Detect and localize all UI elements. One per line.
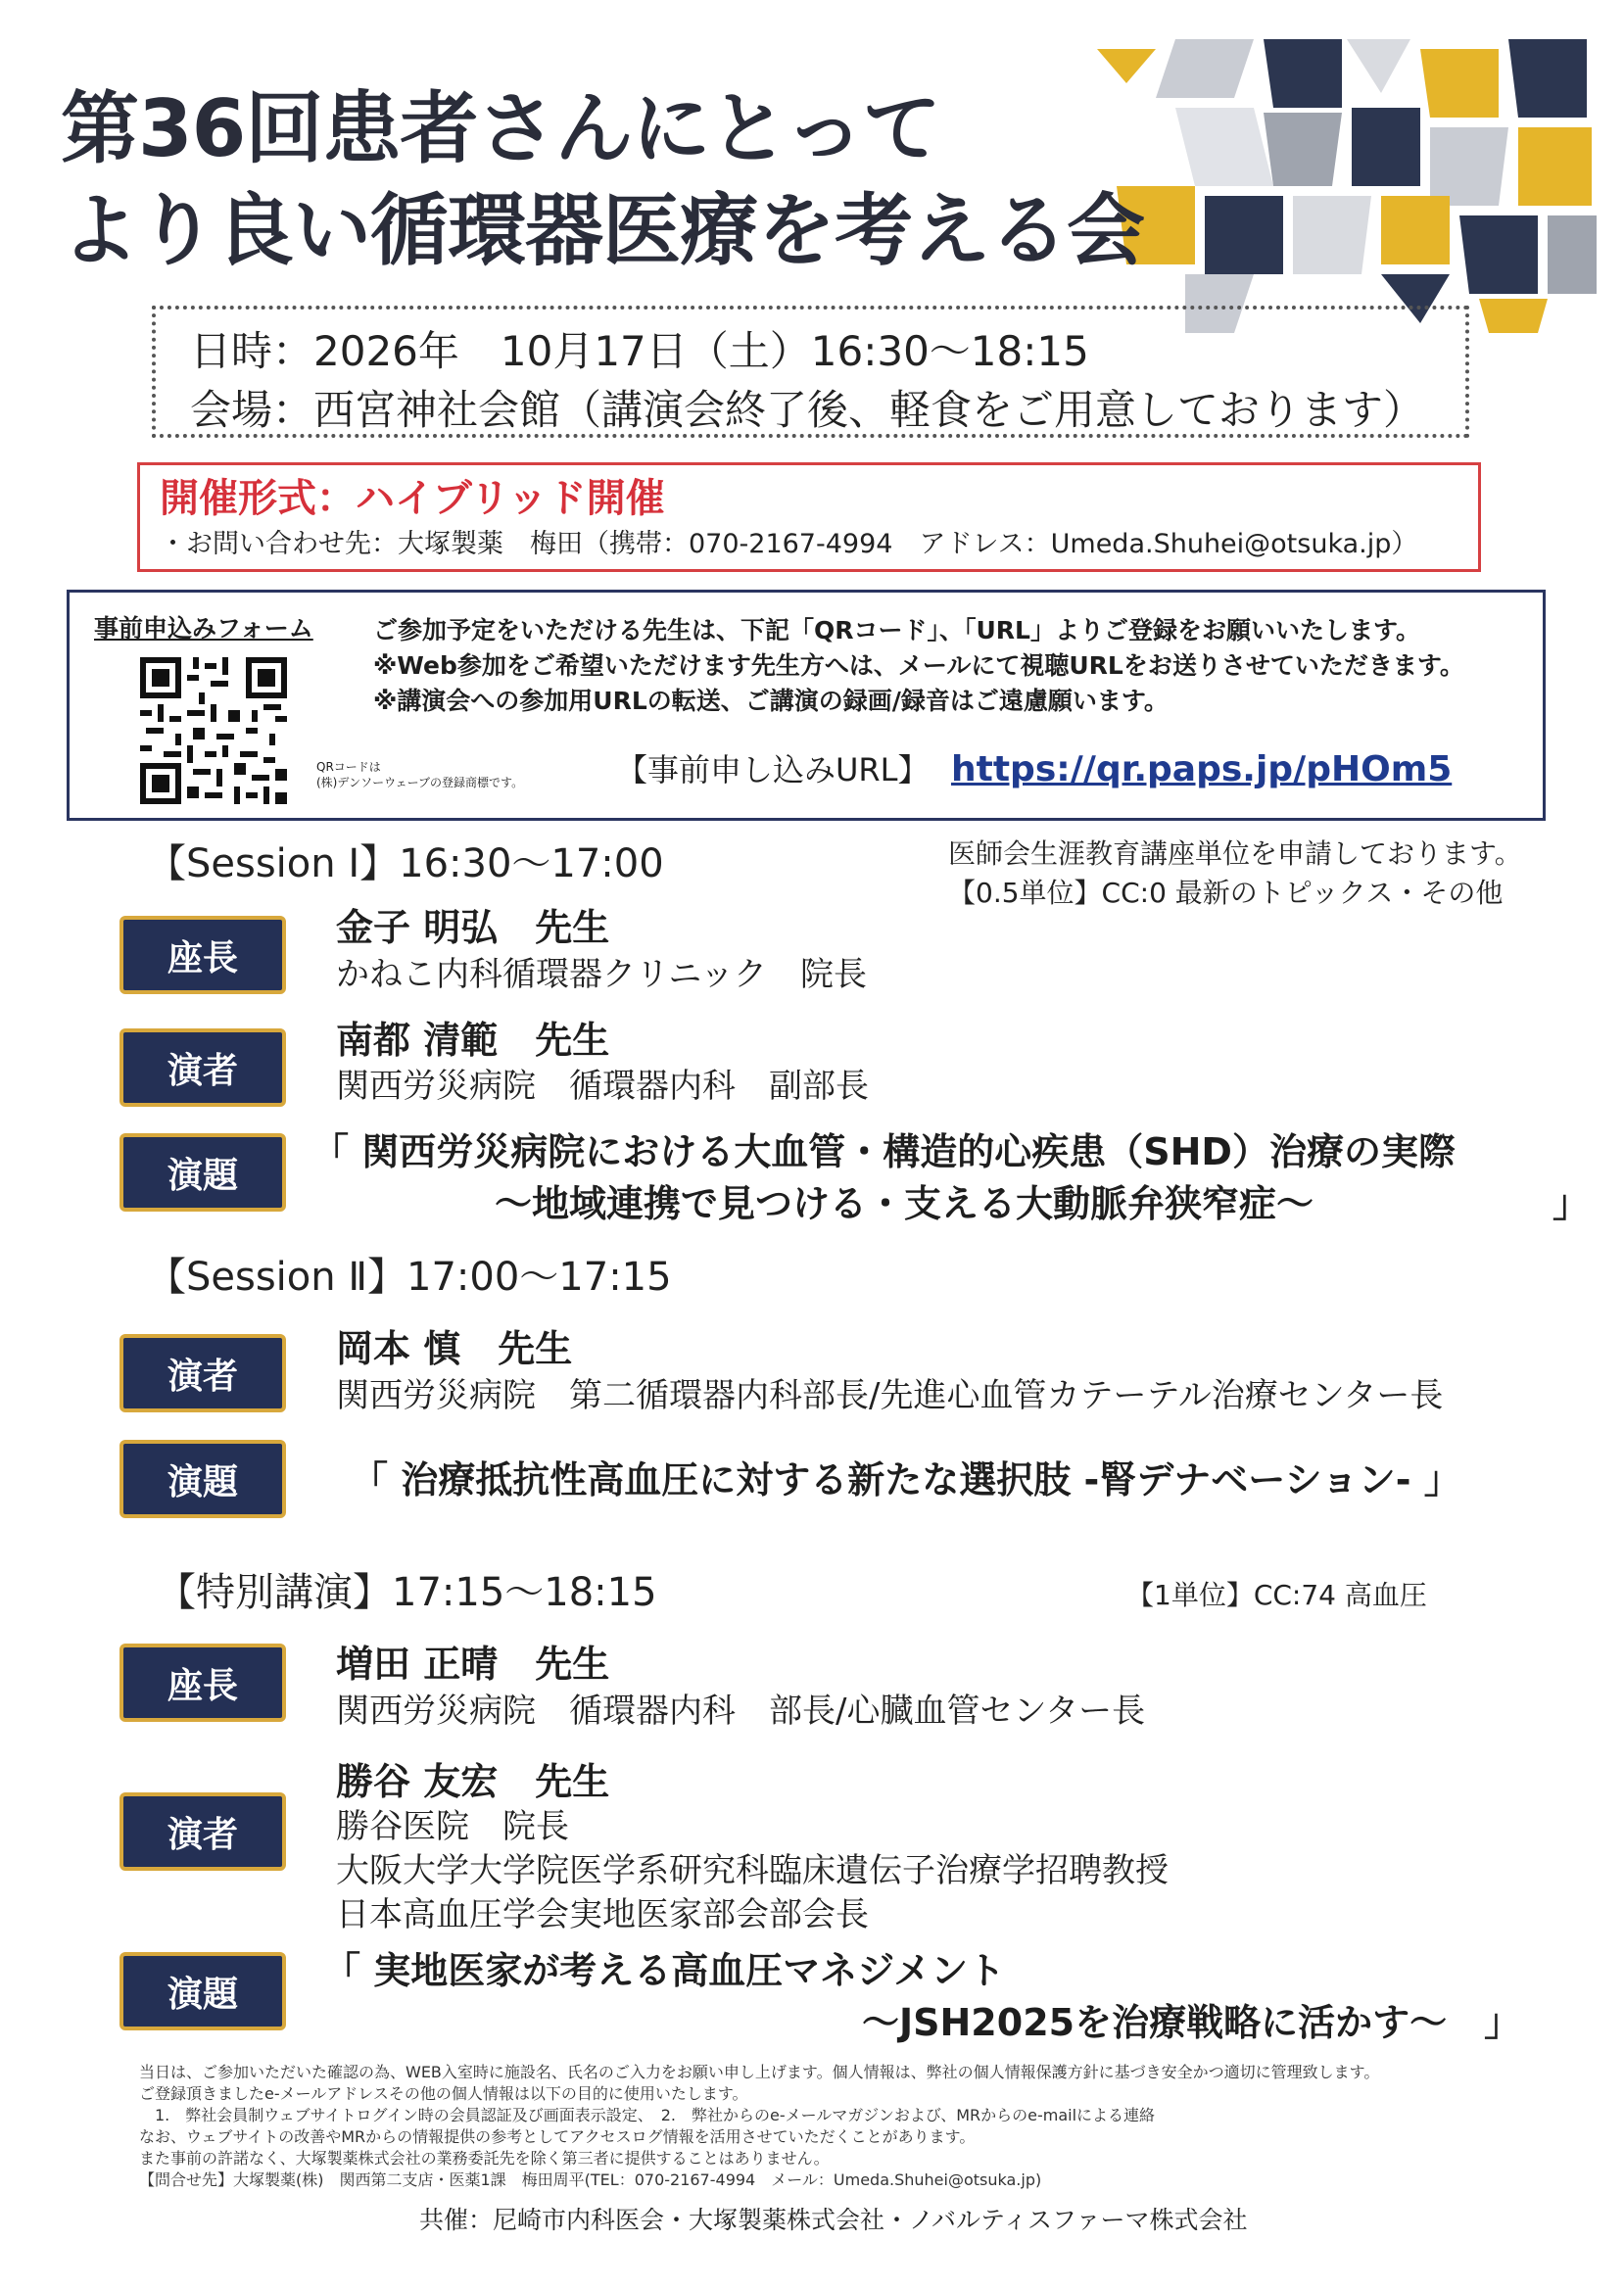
session2-topic-badge: 演題: [119, 1440, 286, 1518]
contact-info: ・お問い合わせ先：大塚製薬 梅田（携帯：070-2167-4994 アドレス：Umeda.Shuhei@otsuka.jp）: [160, 529, 1418, 559]
geometric-decoration: [1087, 39, 1597, 333]
session1-speaker-name: 南都 清範 先生: [336, 1019, 610, 1062]
page-title-line1: 第36回患者さんにとって: [61, 83, 940, 174]
session1-topic-line1: 「 関西労災病院における大血管・構造的心疾患（SHD）治療の実際: [311, 1130, 1456, 1173]
special-chair-affiliation: 関西労災病院 循環器内科 部長/心臓血管センター長: [336, 1692, 1146, 1731]
session2-speaker-badge: 演者: [119, 1334, 286, 1412]
special-topic-line2: ～JSH2025を治療戦略に活かす～ 」: [862, 2001, 1522, 2044]
session1-speaker-affiliation: 関西労災病院 循環器内科 副部長: [336, 1067, 869, 1106]
footer-line-5: また事前の許諾なく、大塚製薬株式会社の業務委託先を除く第三者に提供することはありません。: [139, 2149, 830, 2168]
special-heading: 【特別講演】17:15～18:15: [157, 1570, 657, 1615]
session1-chair-badge: 座長: [119, 916, 286, 994]
format-title: 開催形式：ハイブリッド開催: [160, 476, 665, 521]
footer-line-3: 1. 弊社会員制ウェブサイトログイン時の会員認証及び画面表示設定、 2. 弊社からのe-メールマガジンおよび、MRからのe-mailによる連絡: [139, 2106, 1156, 2124]
session2-speaker-name: 岡本 慎 先生: [336, 1327, 573, 1370]
session1-speaker-badge: 演者: [119, 1028, 286, 1107]
special-topic-line1: 「 実地医家が考える高血圧マネジメント: [323, 1949, 1006, 1992]
registration-note-3: ※講演会への参加用URLの転送、ご講演の録画/録音はご遠慮願います。: [373, 687, 1169, 715]
session2-speaker-affiliation: 関西労災病院 第二循環器内科部長/先進心血管カテーテル治療センター長: [336, 1376, 1444, 1415]
format-box: [137, 462, 1481, 572]
qr-trademark-note: QRコードは (株)デンソーウェーブの登録商標です。: [316, 760, 524, 789]
registration-form-label: 事前申込みフォーム: [94, 614, 313, 643]
session1-topic-close: 」: [1552, 1182, 1591, 1225]
special-credit: 【1単位】CC:74 高血圧: [1126, 1579, 1427, 1611]
session1-chair-affiliation: かねこ内科循環器クリニック 院長: [336, 955, 867, 994]
registration-note-1: ご参加予定をいただける先生は、下記「QRコード」、「URL」よりご登録をお願いいたします。: [373, 616, 1420, 644]
footer-line-2: ご登録頂きましたe-メールアドレスその他の個人情報は以下の目的に使用いたします。: [139, 2084, 748, 2103]
special-chair-name: 増田 正晴 先生: [336, 1643, 610, 1686]
special-speaker-badge: 演者: [119, 1792, 286, 1871]
special-speaker-affiliation-1: 勝谷医院 院長: [336, 1807, 569, 1846]
special-speaker-affiliation-3: 日本高血圧学会実地医家部会部会長: [336, 1895, 869, 1934]
event-date: 日時：2026年 10月17日（土）16:30～18:15: [190, 327, 1089, 375]
date-venue-box: [152, 306, 1469, 438]
special-topic-badge: 演題: [119, 1952, 286, 2030]
footer-line-1: 当日は、ご参加いただいた確認の為、WEB入室時に施設名、氏名のご入力をお願い申し上げます。個人情報は、弊社の個人情報保護方針に基づき安全かつ適切に管理致します。: [139, 2063, 1380, 2081]
registration-box: [67, 590, 1546, 821]
session2-heading: 【Session Ⅱ】17:00～17:15: [147, 1255, 672, 1300]
session1-chair-name: 金子 明弘 先生: [336, 906, 610, 949]
special-chair-badge: 座長: [119, 1644, 286, 1722]
qr-code-icon[interactable]: [140, 657, 287, 804]
session2-topic: 「 治療抵抗性高血圧に対する新たな選択肢 -腎デナベーション- 」: [351, 1458, 1461, 1502]
registration-url-link[interactable]: https://qr.paps.jp/pHOm5: [951, 749, 1453, 789]
special-speaker-affiliation-2: 大阪大学大学院医学系研究科臨床遺伝子治療学招聘教授: [336, 1851, 1169, 1890]
page-title-line2: より良い循環器医療を考える会: [61, 185, 1144, 276]
session1-topic-line2: ～地域連携で見つける・支える大動脈弁狭窄症～: [495, 1182, 1314, 1225]
event-venue: 会場：西宮神社会館（講演会終了後、軽食をご用意しております）: [190, 386, 1425, 434]
registration-note-2: ※Web参加をご希望いただけます先生方へは、メールにて視聴URLをお送りさせていただきます。: [373, 651, 1464, 680]
session1-credit-line2: 【0.5単位】CC:0 最新のトピックス・その他: [948, 877, 1504, 909]
cohost-line: 共催：尼崎市内科医会・大塚製薬株式会社・ノバルティスファーマ株式会社: [419, 2206, 1248, 2234]
special-speaker-name: 勝谷 友宏 先生: [336, 1760, 610, 1803]
session1-credit-line1: 医師会生涯教育講座単位を申請しております。: [948, 837, 1522, 870]
footer-line-4: なお、ウェブサイトの改善やMRからの情報提供の参考としてアクセスログ情報を活用させていただくことがあります。: [139, 2127, 976, 2146]
session1-heading: 【Session Ⅰ】16:30～17:00: [147, 841, 664, 886]
footer-line-6: 【問合せ先】大塚製薬(株) 関西第二支店・医薬1課 梅田周平(TEL：070-2167-4994 メール：Umeda.Shuhei@otsuka.jp): [139, 2170, 1042, 2189]
session1-topic-badge: 演題: [119, 1133, 286, 1212]
registration-url-label: 【事前申し込みURL】: [616, 751, 930, 788]
